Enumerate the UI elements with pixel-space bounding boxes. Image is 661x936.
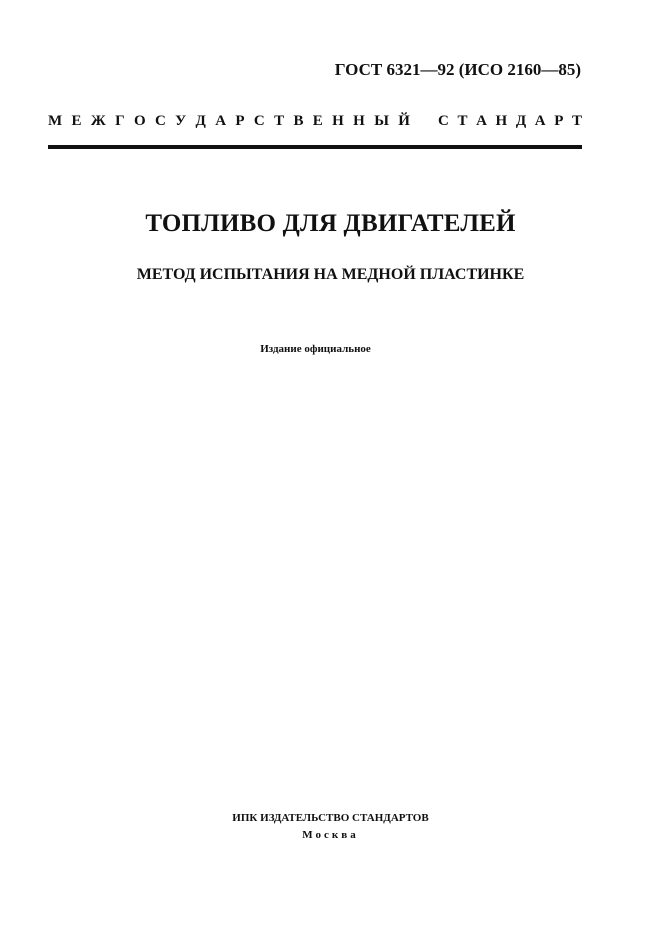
standard-type-word-standard bbox=[438, 113, 582, 130]
spread-letter: Н bbox=[353, 113, 365, 129]
spread-letter: Д bbox=[195, 113, 206, 129]
document-number: ГОСТ 6321—92 (ИСО 2160—85) bbox=[334, 60, 581, 79]
spread-letter: С bbox=[438, 113, 449, 129]
spread-letter: Т bbox=[571, 113, 582, 129]
spread-letter: Р bbox=[235, 113, 245, 129]
standard-type-word-interstate bbox=[48, 113, 410, 130]
publisher-city: Москва bbox=[302, 829, 359, 841]
spread-letter: М bbox=[48, 113, 63, 129]
edition-note: Издание официальное bbox=[260, 343, 371, 355]
spread-letter: Й bbox=[398, 113, 410, 129]
spread-letter: А bbox=[476, 113, 487, 129]
spread-letter: В bbox=[293, 113, 304, 129]
spread-letter: Г bbox=[115, 113, 125, 129]
spread-letter: Ы bbox=[374, 113, 389, 129]
spread-letter: А bbox=[534, 113, 546, 129]
document-title: ТОПЛИВО ДЛЯ ДВИГАТЕЛЕЙ bbox=[145, 210, 516, 237]
spread-letter: Е bbox=[312, 113, 323, 129]
header-rule-divider bbox=[48, 145, 582, 149]
spread-letter: А bbox=[215, 113, 227, 129]
spread-letter: Н bbox=[332, 113, 344, 129]
document-subtitle: МЕТОД ИСПЫТАНИЯ НА МЕДНОЙ ПЛАСТИНКЕ bbox=[136, 266, 525, 283]
spread-letter: Е bbox=[71, 113, 82, 129]
publisher-name: ИПК ИЗДАТЕЛЬСТВО СТАНДАРТОВ bbox=[232, 812, 429, 824]
spread-letter: Д bbox=[515, 113, 527, 129]
spread-letter: Р bbox=[554, 113, 564, 129]
spread-letter: С bbox=[154, 113, 166, 129]
spread-letter: Н bbox=[495, 113, 508, 129]
spread-letter: С bbox=[253, 113, 265, 129]
spread-letter: Ж bbox=[90, 113, 106, 129]
standard-type-heading bbox=[48, 113, 582, 130]
spread-letter: У bbox=[175, 113, 187, 129]
spread-letter: Т bbox=[274, 113, 285, 129]
spread-letter: О bbox=[133, 113, 146, 129]
spread-letter: Т bbox=[457, 113, 468, 129]
